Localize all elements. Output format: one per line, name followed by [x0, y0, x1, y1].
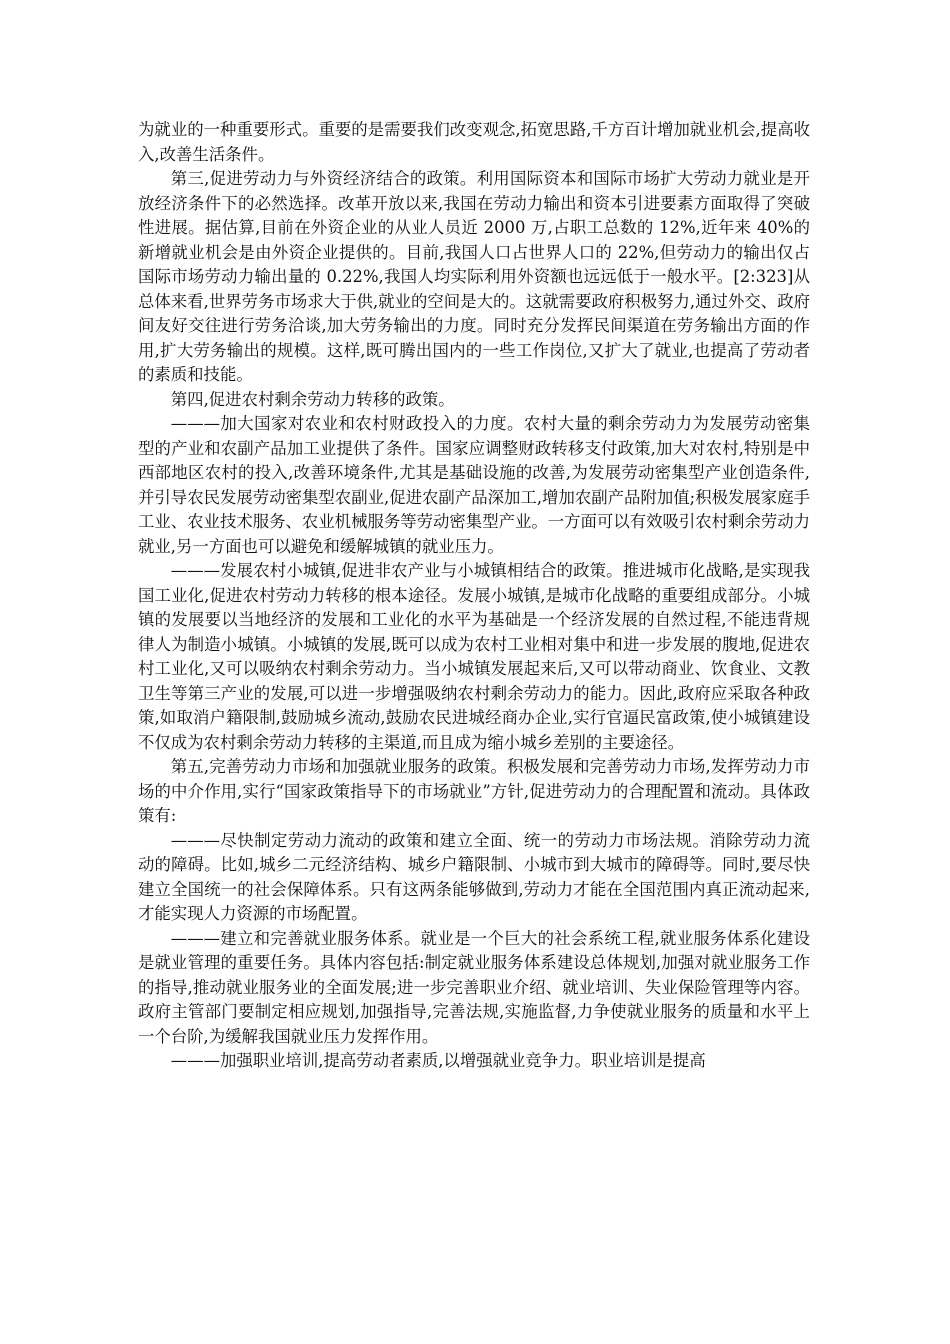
paragraph-fifth-policy: 第五,完善劳动力市场和加强就业服务的政策。积极发展和完善劳动力市场,发挥劳动力市场的中介作用,实行“国家政策指导下的市场就业”方针,促进劳动力的合理配置和流动。具体政策有: [138, 757, 810, 825]
document-page [138, 118, 810, 1074]
paragraph-continuation: 为就业的一种重要形式。重要的是需要我们改变观念,拓宽思路,千方百计增加就业机会,提高收入,改善生活条件。 [138, 120, 810, 164]
paragraph-labor-mobility: ———尽快制定劳动力流动的政策和建立全面、统一的劳动力市场法规。消除劳动力流动的障碍。比如,城乡二元经济结构、城乡户籍限制、小城市到大城市的障碍等。同时,要尽快建立全国统一的社会保障体系。只有这两条能够做到,劳动力才能在全国范围内真正流动起来,才能实现人力资源的市场配置。 [138, 830, 810, 923]
paragraph-agriculture-investment: ———加大国家对农业和农村财政投入的力度。农村大量的剩余劳动力为发展劳动密集型的产业和农副产品加工业提供了条件。国家应调整财政转移支付政策,加大对农村,特别是中西部地区农村的投入,改善环境条件,尤其是基础设施的改善,为发展劳动密集型产业创造条件,并引导农民发展劳动密集型农副业,促进农副产品深加工,增加农副产品附加值;积极发展家庭手工业、农业技术服务、农业机械服务等劳动密集型产业。一方面可以有效吸引农村剩余劳动力就业,另一方面也可以避免和缓解城镇的就业压力。 [138, 414, 811, 556]
paragraph-employment-service: ———建立和完善就业服务体系。就业是一个巨大的社会系统工程,就业服务体系化建设是就业管理的重要任务。具体内容包括:制定就业服务体系建设总体规划,加强对就业服务工作的指导,推动就业服务业的全面发展;进一步完善职业介绍、就业培训、失业保险管理等内容。政府主管部门要制定相应规划,加强指导,完善法规,实施监督,力争使就业服务的质量和水平上一个台阶,为缓解我国就业压力发挥作用。 [138, 928, 810, 1046]
paragraph-fourth-policy-heading: 第四,促进农村剩余劳动力转移的政策。 [170, 389, 455, 409]
paragraph-third-policy: 第三,促进劳动力与外资经济结合的政策。利用国际资本和国际市场扩大劳动力就业是开放经济条件下的必然选择。改革开放以来,我国在劳动力输出和资本引进要素方面取得了突破性进展。据估算,目前在外资企业的从业人员近 2000 万,占职工总数的 12%,近年来 40%的新增就业机会是由外资企业提供的。目前,我国人口占世界人口的 22%,但劳动力的输出仅占国际市场劳动力输出量的 0.22%,我国人均实际利用外资额也远远低于一般水平。[2:323]从总体来看,世界劳务市场求大于供,就业的空间是大的。这就需要政府积极努力,通过外交、政府间友好交往进行劳务洽谈,加大劳务输出的力度。同时充分发挥民间渠道在劳务输出方面的作用,扩大劳务输出的规模。这样,既可腾出国内的一些工作岗位,又扩大了就业,也提高了劳动者的素质和技能。 [138, 169, 810, 384]
paragraph-vocational-training: ———加强职业培训,提高劳动者素质,以增强就业竞争力。职业培训是提高 [170, 1051, 706, 1070]
paragraph-small-towns: ———发展农村小城镇,促进非农产业与小城镇相结合的政策。推进城市化战略,是实现我国工业化,促进农村劳动力转移的根本途径。发展小城镇,是城市化战略的重要组成部分。小城镇的发展要以当地经济的发展和工业化的水平为基础是一个经济发展的自然过程,不能违背规律人为制造小城镇。小城镇的发展,既可以成为农村工业相对集中和进一步发展的腹地,促进农村工业化,又可以吸纳农村剩余劳动力。当小城镇发展起来后,又可以带动商业、饮食业、文教卫生等第三产业的发展,可以进一步增强吸纳农村剩余劳动力的能力。因此,政府应采取各种政策,如取消户籍限制,鼓励城乡流动,鼓励农民进城经商办企业,实行官逼民富政策,使小城镇建设不仅成为农村剩余劳动力转移的主渠道,而且成为缩小城乡差别的主要途径。 [138, 561, 810, 752]
